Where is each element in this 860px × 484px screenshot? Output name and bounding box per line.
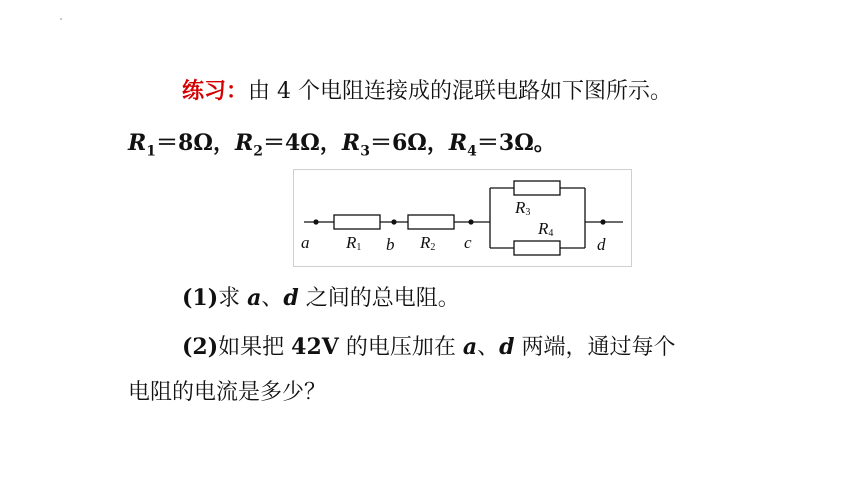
resistor-values	[128, 128, 556, 158]
node-c-label: c	[464, 233, 472, 252]
question-2: (2)如果把 42V 的电压加在 a、d 两端，通过每个	[182, 334, 676, 360]
problem-intro	[182, 76, 672, 107]
node-a-label: a	[301, 233, 310, 252]
r4-label: R4	[538, 219, 554, 239]
intro-text: 由 4 个电阻连接成的混联电路如下图所示。	[248, 79, 673, 104]
node-b-dot	[391, 219, 396, 224]
question-2-continued: 电阻的电流是多少？	[128, 380, 327, 405]
resistor-r2	[408, 215, 454, 229]
r1-label: R1	[346, 233, 362, 253]
r2-value: $R_2=4\Omega$，	[234, 130, 342, 160]
exercise-heading: 练习：	[182, 78, 249, 104]
r1-value: $R_1=8\Omega$，	[128, 130, 235, 160]
r3-value: $R_3=6\Omega$，	[341, 130, 449, 160]
decorative-dot	[60, 18, 62, 20]
r2-label: R2	[420, 233, 436, 253]
node-b-label: b	[386, 235, 395, 254]
resistor-r1	[334, 215, 380, 229]
resistor-r4	[514, 241, 560, 255]
node-d-dot	[600, 219, 605, 224]
circuit-svg	[294, 170, 631, 266]
r3-label: R3	[515, 198, 531, 218]
resistor-r3	[514, 181, 560, 195]
r4-value: $R_4=3\Omega$。	[448, 130, 556, 160]
node-c-dot	[468, 219, 473, 224]
node-d-label: d	[597, 235, 606, 254]
question-1: (1)求 a、d 之间的总电阻。	[182, 285, 460, 311]
circuit-diagram	[293, 169, 632, 267]
node-a-dot	[313, 219, 318, 224]
